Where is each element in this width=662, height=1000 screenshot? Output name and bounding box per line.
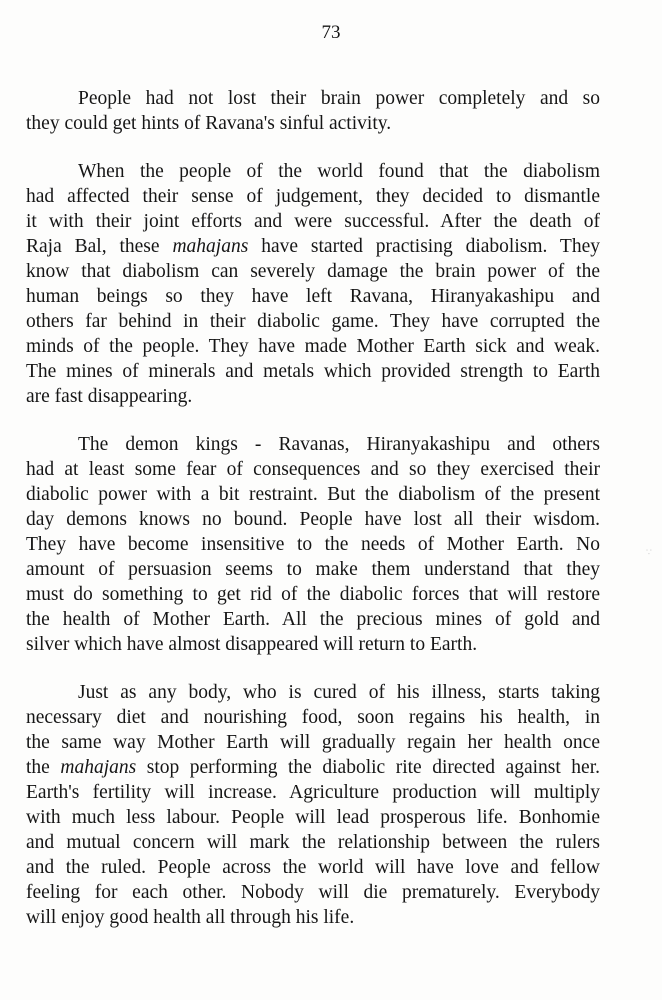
text-line: the same way Mother Earth will gradually regain her health once — [26, 732, 600, 753]
body-text — [26, 86, 600, 953]
text-line: had at least some fear of consequences and so they exercised their — [26, 459, 600, 480]
text-line: others far behind in their diabolic game. They have corrupted the — [26, 311, 600, 332]
paragraph-2 — [26, 159, 600, 409]
text-line: They have become insensitive to the needs of Mother Earth. No — [26, 534, 600, 555]
text-line: and the ruled. People across the world will have love and fellow — [26, 857, 600, 878]
text-line: People had not lost their brain power completely and so — [78, 88, 600, 109]
paragraph-4 — [26, 680, 600, 930]
text-line: will enjoy good health all through his life. — [26, 907, 355, 928]
text-line: day demons knows no bound. People have lost all their wisdom. — [26, 509, 600, 530]
text-line: minds of the people. They have made Mother Earth sick and weak. — [26, 336, 600, 357]
text-line: the mahajans stop performing the diabolic rite directed against her. — [26, 757, 600, 778]
scan-speck: ∵ — [646, 548, 652, 558]
text-line: with much less labour. People will lead prosperous life. Bonhomie — [26, 807, 600, 828]
text-line: Raja Bal, these mahajans have started practising diabolism. They — [26, 236, 601, 257]
text-line: silver which have almost disappeared will return to Earth. — [26, 634, 478, 655]
text-line: When the people of the world found that the diabolism — [78, 161, 600, 182]
text-line: had affected their sense of judgement, they decided to dismantle — [26, 186, 600, 207]
paragraph-3 — [26, 432, 600, 657]
text-line: and mutual concern will mark the relationship between the rulers — [26, 832, 600, 853]
paragraph-1 — [26, 86, 600, 136]
text-line: Just as any body, who is cured of his illness, starts taking — [78, 682, 600, 703]
text-line: human beings so they have left Ravana, Hiranyakashipu and — [26, 286, 600, 307]
italic-term: mahajans — [172, 236, 249, 257]
text-line: The demon kings - Ravanas, Hiranyakashipu and others — [78, 434, 600, 455]
text-line: The mines of minerals and metals which provided strength to Earth — [26, 361, 600, 382]
page-number: 73 — [321, 22, 341, 43]
text-line: amount of persuasion seems to make them understand that they — [26, 559, 600, 580]
text-line: must do something to get rid of the diabolic forces that will restore — [26, 584, 600, 605]
text-line: they could get hints of Ravana's sinful activity. — [26, 113, 392, 134]
text-line: necessary diet and nourishing food, soon regains his health, in — [26, 707, 600, 728]
text-line: the health of Mother Earth. All the precious mines of gold and — [26, 609, 600, 630]
italic-term: mahajans — [60, 757, 137, 778]
text-line: are fast disappearing. — [26, 386, 193, 407]
text-line: feeling for each other. Nobody will die prematurely. Everybody — [26, 882, 600, 903]
text-line: it with their joint efforts and were successful. After the death of — [26, 211, 600, 232]
text-line: diabolic power with a bit restraint. But the diabolism of the present — [26, 484, 600, 505]
text-line: Earth's fertility will increase. Agriculture production will multiply — [26, 782, 600, 803]
text-line: know that diabolism can severely damage the brain power of the — [26, 261, 600, 282]
